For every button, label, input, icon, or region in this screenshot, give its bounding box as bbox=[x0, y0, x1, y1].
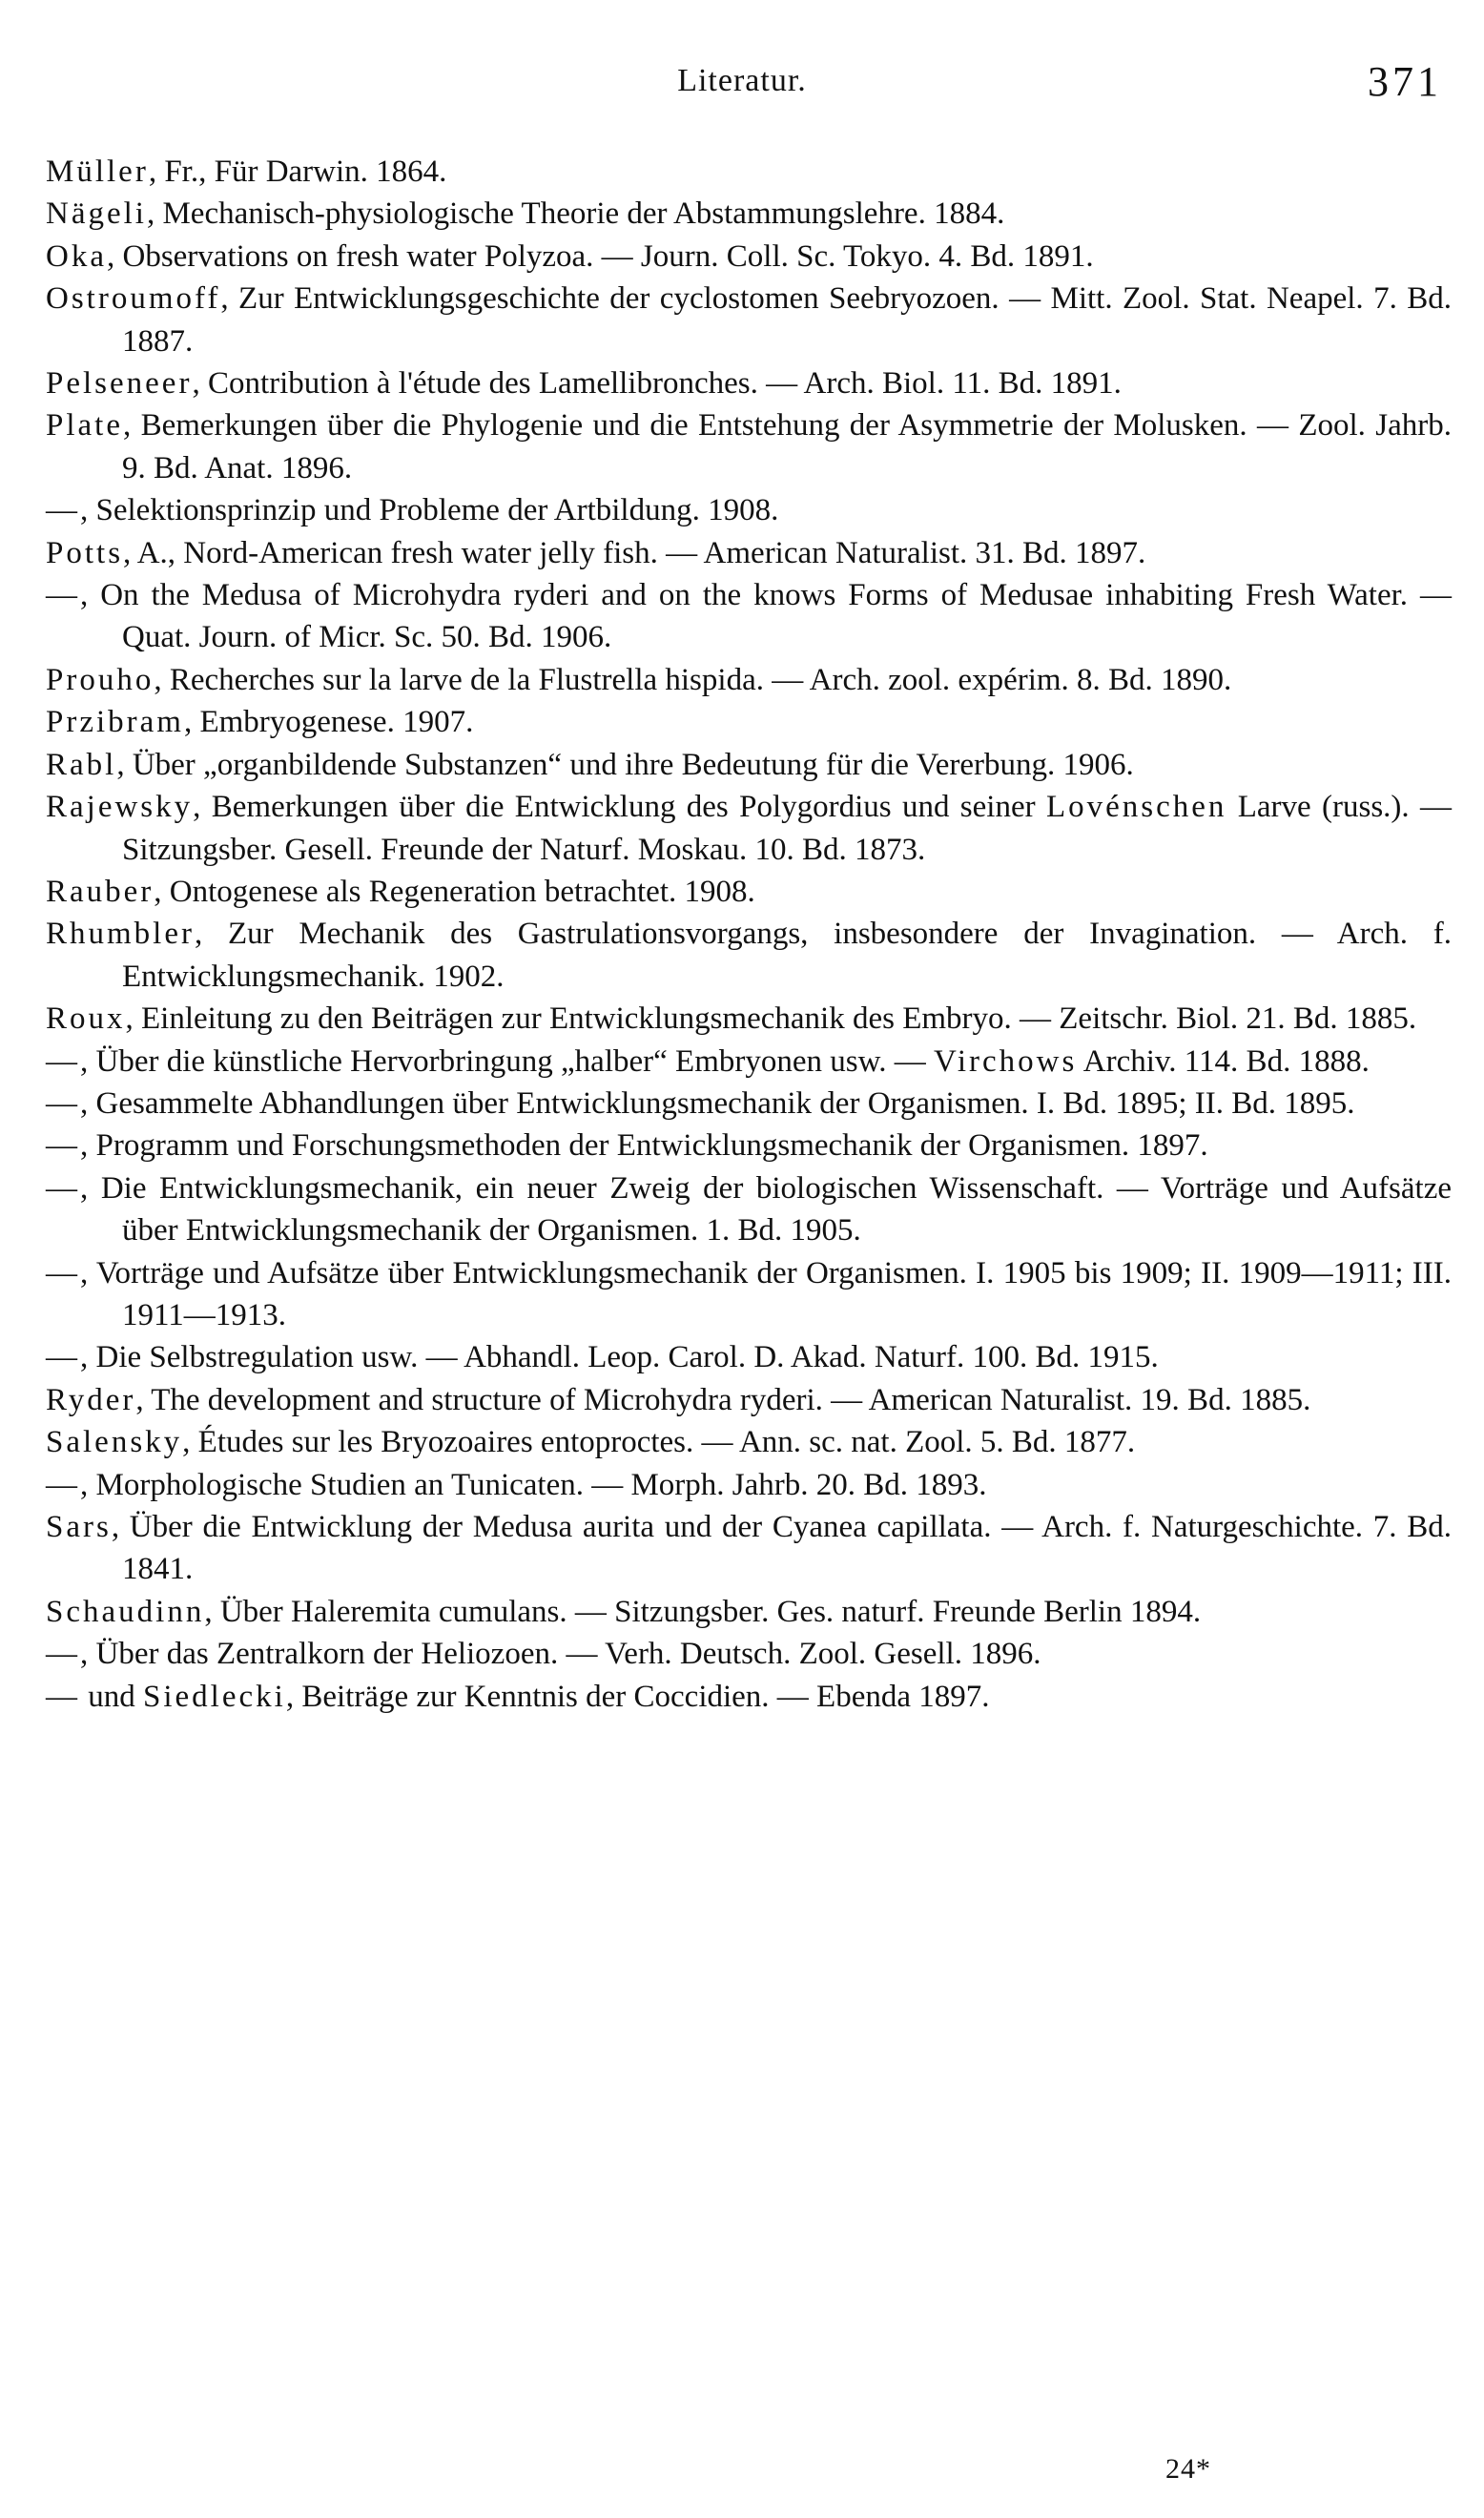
entry-text: , Embryogenese. 1907. bbox=[183, 705, 474, 740]
entry-author: Müller bbox=[46, 155, 149, 189]
bibliography-entry bbox=[46, 1125, 1452, 1166]
entry-text: , Über die Entwicklung der Medusa aurita und der Cyanea capillata. — Arch. f. Naturgeschichte. 7. Bd. 1841. bbox=[111, 1510, 1452, 1587]
entry-author: Ryder bbox=[46, 1382, 136, 1417]
entry-author: — bbox=[46, 1170, 80, 1206]
entry-text: , Ontogenese als Regeneration betrachtet. 1908. bbox=[154, 874, 755, 909]
entry-text: , Über die künstliche Hervorbringung „halber“ Embryonen usw. — bbox=[80, 1043, 935, 1079]
entry-author: — bbox=[46, 1679, 80, 1714]
entry-author: Roux bbox=[46, 1001, 126, 1037]
entry-text: , Die Selbstregulation usw. — Abhandl. Leop. Carol. D. Akad. Naturf. 100. Bd. 1915. bbox=[80, 1340, 1159, 1375]
entry-text: , Selektionsprinzip und Probleme der Artbildung. 1908. bbox=[80, 493, 779, 528]
bibliography-entry bbox=[46, 1633, 1452, 1675]
entry-author: — bbox=[46, 1340, 80, 1375]
entry-author: Oka bbox=[46, 238, 107, 274]
entry-author: Przibram bbox=[46, 705, 184, 740]
entry-text: , Über „organbildende Substanzen“ und ihre Bedeutung für die Vererbung. 1906. bbox=[116, 747, 1134, 782]
bibliography-entry bbox=[46, 1167, 1452, 1252]
bibliography-entry bbox=[46, 1336, 1452, 1378]
bibliography-list bbox=[46, 151, 1452, 1718]
bibliography-entry bbox=[46, 871, 1452, 913]
entry-author: Plate bbox=[46, 408, 123, 444]
entry-author: — bbox=[46, 1637, 80, 1672]
entry-author: Nägeli bbox=[46, 196, 147, 232]
entry-author: Rajewsky bbox=[46, 790, 194, 825]
bibliography-entry bbox=[46, 532, 1452, 574]
entry-text: , Études sur les Bryozoaires entoproctes. — Ann. sc. nat. Zool. 5. Bd. 1877. bbox=[182, 1425, 1136, 1460]
page-header bbox=[0, 57, 1484, 114]
entry-text: , Über das Zentralkorn der Heliozoen. — Verh. Deutsch. Zool. Gesell. 1896. bbox=[80, 1637, 1041, 1672]
entry-author: Prouho bbox=[46, 662, 155, 697]
entry-author: Potts bbox=[46, 535, 124, 570]
entry-author: — bbox=[46, 1255, 80, 1290]
entry-author: — bbox=[46, 1085, 80, 1121]
entry-text: , Recherches sur la larve de la Flustrella hispida. — Arch. zool. expérim. 8. Bd. 1890. bbox=[154, 662, 1232, 697]
entry-author: Rabl bbox=[46, 747, 117, 782]
entry-author: — bbox=[46, 493, 80, 528]
entry-text: , Mechanisch-physiologische Theorie der Abstammungslehre. 1884. bbox=[146, 196, 1005, 232]
entry-spaced-name: Virchows bbox=[934, 1043, 1078, 1079]
bibliography-entry bbox=[46, 1591, 1452, 1633]
bibliography-entry bbox=[46, 998, 1452, 1040]
entry-author: Sars bbox=[46, 1510, 112, 1544]
bibliography-entry bbox=[46, 1252, 1452, 1337]
entry-text: , Morphologische Studien an Tunicaten. — Morph. Jahrb. 20. Bd. 1893. bbox=[80, 1467, 987, 1502]
bibliography-entry bbox=[46, 574, 1452, 659]
entry-text-continued: Larve (russ.). — Sitzungsber. Gesell. Freunde der Naturf. Moskau. 10. Bd. 1873. bbox=[122, 790, 1452, 867]
entry-text: , A., Nord-American fresh water jelly fish. — American Naturalist. 31. Bd. 1897. bbox=[123, 535, 1146, 570]
bibliography-entry bbox=[46, 786, 1452, 871]
entry-text: , Bemerkungen über die Phylogenie und die Entstehung der Asymmetrie der Molusken. — Zool. Jahrb. 9. Bd. Anat. 1896. bbox=[122, 408, 1452, 485]
bibliography-entry bbox=[46, 1041, 1452, 1083]
entry-text: und bbox=[80, 1679, 143, 1714]
entry-spaced-name: Siedlecki bbox=[143, 1679, 286, 1714]
entry-text-continued: , Beiträge zur Kenntnis der Coccidien. — Ebenda 1897. bbox=[285, 1679, 990, 1714]
entry-text: , Fr., Für Darwin. 1864. bbox=[148, 155, 447, 189]
page-number: 371 bbox=[1368, 58, 1442, 105]
entry-author: — bbox=[46, 1128, 80, 1164]
bibliography-entry bbox=[46, 489, 1452, 531]
bibliography-entry bbox=[46, 701, 1452, 743]
entry-author: Salensky bbox=[46, 1425, 183, 1460]
entry-text: , Gesammelte Abhandlungen über Entwicklungsmechanik der Organismen. I. Bd. 1895; II. Bd. 1895. bbox=[80, 1085, 1355, 1121]
bibliography-entry bbox=[46, 1379, 1452, 1421]
bibliography-entry bbox=[46, 659, 1452, 701]
entry-text-continued: Archiv. 114. Bd. 1888. bbox=[1077, 1043, 1370, 1079]
printer-signature-mark: 24* bbox=[1165, 2453, 1211, 2485]
entry-text: , Zur Entwicklungsgeschichte der cyclostomen Seebryozoen. — Mitt. Zool. Stat. Neapel. 7. Bd. 1887. bbox=[122, 281, 1452, 359]
entry-text: , Observations on fresh water Polyzoa. — Journ. Coll. Sc. Tokyo. 4. Bd. 1891. bbox=[106, 238, 1094, 274]
bibliography-entry bbox=[46, 913, 1452, 998]
bibliography-entry bbox=[46, 193, 1452, 235]
bibliography-entry bbox=[46, 1506, 1452, 1591]
bibliography-entry bbox=[46, 1464, 1452, 1506]
entry-text: , Zur Mechanik des Gastrulationsvorgangs, insbesondere der Invagination. — Arch. f. Entwicklungsmechanik. 1902. bbox=[122, 917, 1452, 994]
running-title: Literatur. bbox=[677, 63, 807, 98]
entry-text: , Über Haleremita cumulans. — Sitzungsber. Ges. naturf. Freunde Berlin 1894. bbox=[204, 1594, 1202, 1629]
bibliography-entry bbox=[46, 744, 1452, 786]
bibliography-entry bbox=[46, 236, 1452, 278]
entry-author: Schaudinn bbox=[46, 1594, 205, 1629]
entry-text: , Die Entwicklungsmechanik, ein neuer Zweig der biologischen Wissenschaft. — Vorträge und Aufsätze über Entwicklungsmechanik der Organismen. 1. Bd. 1905. bbox=[80, 1170, 1452, 1249]
entry-text: , Programm und Forschungsmethoden der Entwicklungsmechanik der Organismen. 1897. bbox=[80, 1128, 1208, 1164]
entry-author: — bbox=[46, 1043, 80, 1079]
bibliography-entry bbox=[46, 151, 1452, 193]
entry-text: , Bemerkungen über die Entwicklung des Polygordius und seiner bbox=[193, 790, 1046, 825]
entry-text: , Einleitung zu den Beiträgen zur Entwicklungsmechanik des Embryo. — Zeitschr. Biol. 21. Bd. 1885. bbox=[125, 1001, 1417, 1037]
entry-author: Pelseneer bbox=[46, 366, 193, 402]
bibliography-entry bbox=[46, 404, 1452, 489]
entry-author: — bbox=[46, 578, 80, 613]
entry-spaced-name: Lovénschen bbox=[1045, 790, 1227, 825]
bibliography-entry bbox=[46, 278, 1452, 362]
entry-text: , Contribution à l'étude des Lamellibronches. — Arch. Biol. 11. Bd. 1891. bbox=[192, 366, 1122, 402]
entry-text: , On the Medusa of Microhydra ryderi and on the knows Forms of Medusae inhabiting Fresh Water. — Quat. Journ. of Micr. Sc. 50. Bd. 1906. bbox=[80, 578, 1452, 655]
bibliography-entry bbox=[46, 1421, 1452, 1463]
entry-author: Ostroumoff bbox=[46, 281, 221, 317]
entry-author: Rhumbler bbox=[46, 917, 195, 952]
bibliography-entry bbox=[46, 362, 1452, 404]
entry-text: , The development and structure of Microhydra ryderi. — American Naturalist. 19. Bd. 1885. bbox=[135, 1382, 1311, 1417]
entry-author: — bbox=[46, 1467, 80, 1502]
entry-text: , Vorträge und Aufsätze über Entwicklungsmechanik der Organismen. I. 1905 bis 1909; II. 1909—1911; III. 1911—1913. bbox=[80, 1255, 1452, 1332]
entry-author: Rauber bbox=[46, 874, 155, 909]
bibliography-entry bbox=[46, 1676, 1452, 1718]
bibliography-entry bbox=[46, 1083, 1452, 1125]
